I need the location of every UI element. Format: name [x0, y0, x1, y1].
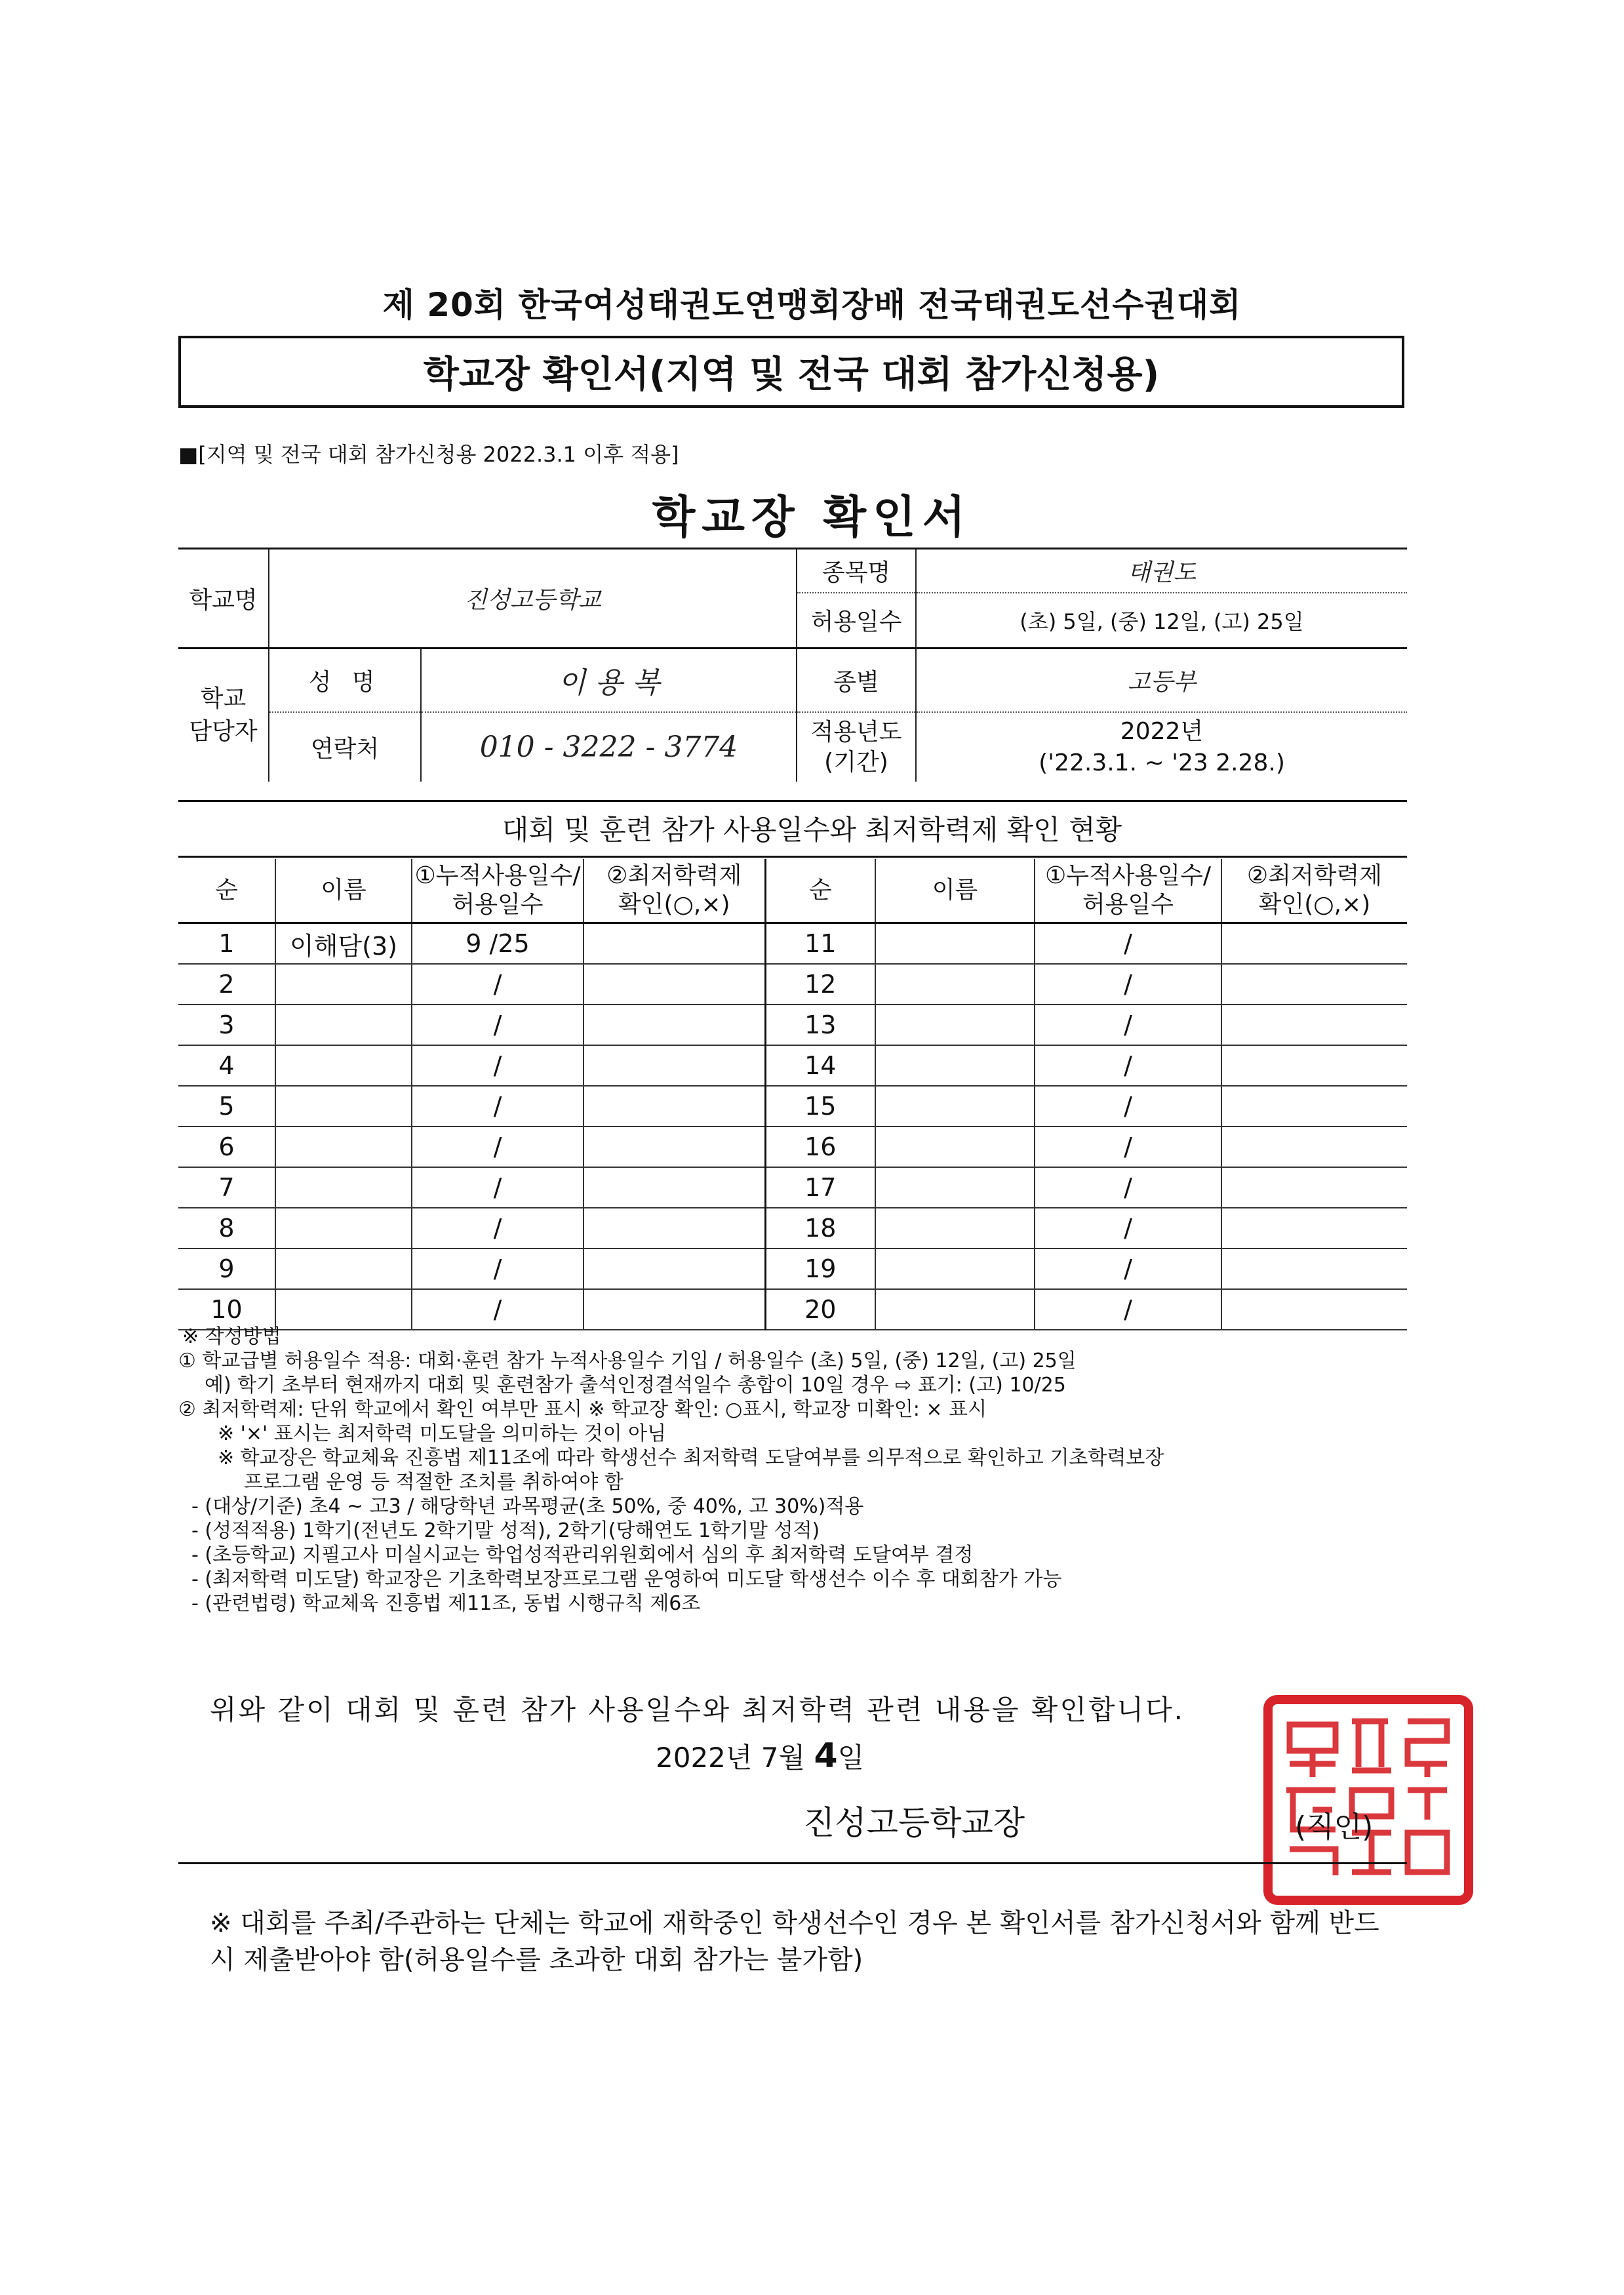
header-check-right-line1: ②최저학력제	[1246, 862, 1383, 889]
cell-days: /	[412, 1005, 584, 1045]
cell-no: 19	[765, 1248, 875, 1289]
cell-no: 12	[765, 964, 875, 1005]
year-value: 2022년	[1120, 717, 1204, 745]
cell-check	[1221, 964, 1407, 1005]
table-row	[178, 1248, 1407, 1289]
cell-check	[584, 1289, 765, 1330]
header-days-left	[412, 859, 584, 923]
cell-name	[875, 964, 1035, 1005]
cell-days: /	[1035, 1127, 1221, 1167]
cell-name	[875, 1208, 1035, 1248]
note-line: 예) 학기 초부터 현재까지 대회 및 훈련참가 출석인정결석일수 총합이 10일 경우 ⇨ 표기: (고) 10/25	[205, 1374, 1066, 1397]
note-line: ※ '×' 표시는 최저학력 미도달을 의미하는 것이 아님	[218, 1422, 667, 1445]
school-label: 학교명	[178, 549, 269, 648]
footer-line1: ※ 대회를 주최/주관하는 단체는 학교에 재학중인 학생선수인 경우 본 확인서를 참가신청서와 함께 반드	[210, 1908, 1379, 1938]
cell-days: 9 /25	[412, 923, 584, 965]
cell-no: 8	[178, 1208, 275, 1248]
cell-check	[584, 1005, 765, 1045]
header-check-left-line1: ②최저학력제	[606, 862, 742, 889]
cell-name	[275, 1167, 412, 1208]
cell-no: 2	[178, 964, 275, 1005]
date-prefix: 2022년 7월	[656, 1742, 814, 1774]
cell-no: 5	[178, 1086, 275, 1127]
status-title: 대회 및 훈련 참가 사용일수와 최저학력제 확인 현황	[502, 814, 1122, 846]
info-table	[178, 549, 1407, 782]
cell-name	[875, 1289, 1035, 1330]
year-label-line1: 적용년도	[810, 718, 902, 746]
confirmation-date	[656, 1736, 864, 1776]
cell-no: 4	[178, 1045, 275, 1086]
cell-name	[275, 1005, 412, 1045]
cell-days: /	[412, 1167, 584, 1208]
form-box-title: 학교장 확인서(지역 및 전국 대회 참가신청용)	[178, 336, 1404, 408]
date-day: 4	[814, 1736, 838, 1776]
cell-name	[275, 964, 412, 1005]
cell-no: 17	[765, 1167, 875, 1208]
cell-days: /	[412, 1045, 584, 1086]
note-line: - (성적적용) 1학기(전년도 2학기말 성적), 2학기(당해연도 1학기말 성적)	[191, 1519, 820, 1542]
header-check-left-line2: 확인(○,×)	[618, 891, 730, 918]
grid-top-rule	[178, 856, 1407, 858]
cell-check	[584, 923, 765, 965]
cell-check	[1221, 1127, 1407, 1167]
cell-days: /	[1035, 923, 1221, 965]
status-table	[178, 859, 1407, 1330]
cell-no: 20	[765, 1289, 875, 1330]
confirmation-statement: 위와 같이 대회 및 훈련 참가 사용일수와 최저학력 관련 내용을 확인합니다.	[210, 1694, 1185, 1726]
manager-label	[178, 648, 269, 782]
date-suffix: 일	[837, 1742, 865, 1774]
cell-check	[1221, 1167, 1407, 1208]
cell-days: /	[1035, 1208, 1221, 1248]
cell-no: 13	[765, 1005, 875, 1045]
header-check-right	[1221, 859, 1407, 923]
cell-check	[584, 1167, 765, 1208]
cell-days: /	[1035, 1167, 1221, 1208]
cell-check	[584, 964, 765, 1005]
cell-days: /	[412, 1289, 584, 1330]
division-value: 고등부	[916, 648, 1407, 712]
cell-name	[875, 1167, 1035, 1208]
cell-no: 14	[765, 1045, 875, 1086]
notes-heading: ※ 작성방법	[182, 1325, 281, 1348]
tournament-title: 제 20회 한국여성태권도연맹회장배 전국태권도선수권대회	[382, 286, 1242, 324]
name-value: 이 용 복	[421, 648, 797, 712]
cell-no: 10	[178, 1289, 275, 1330]
note-line: - (대상/기준) 초4 ~ 고3 / 해당학년 과목평균(초 50%, 중 40%, 고 30%)적용	[191, 1495, 864, 1518]
contact-value: 010 - 3222 - 3774	[421, 712, 797, 782]
allowed-days-value: (초) 5일, (중) 12일, (고) 25일	[916, 593, 1407, 648]
principal-name: 진성고등학교장	[803, 1804, 1025, 1842]
table-row	[178, 1045, 1407, 1086]
writing-instructions	[178, 1325, 1424, 1616]
cell-no: 6	[178, 1127, 275, 1167]
table-row	[178, 923, 1407, 965]
cell-name	[275, 1045, 412, 1086]
footer-note	[210, 1905, 1379, 1978]
manager-label-line2: 담당자	[189, 717, 258, 745]
cell-days: /	[1035, 1289, 1221, 1330]
table-row	[178, 1086, 1407, 1127]
note-line: ② 최저학력제: 단위 학교에서 확인 여부만 표시 ※ 학교장 확인: ○표시, 학교장 미확인: × 표시	[178, 1398, 987, 1421]
contact-label: 연락처	[269, 712, 421, 782]
cell-days: /	[1035, 1005, 1221, 1045]
cell-name	[275, 1289, 412, 1330]
name-label: 성 명	[269, 648, 421, 712]
table-row	[178, 964, 1407, 1005]
table-row	[178, 1289, 1407, 1330]
cell-check	[1221, 1086, 1407, 1127]
header-check-right-line2: 확인(○,×)	[1258, 891, 1371, 918]
cell-name	[875, 1045, 1035, 1086]
cell-no: 1	[178, 923, 275, 965]
form-title: 학교장 확인서	[652, 492, 972, 544]
cell-check	[584, 1086, 765, 1127]
official-seal	[1260, 1692, 1476, 1908]
cell-check	[1221, 1289, 1407, 1330]
header-days-left-line1: ①누적사용일수/	[414, 862, 581, 889]
cell-check	[584, 1208, 765, 1248]
division-label: 종별	[797, 648, 916, 712]
footer-rule	[178, 1862, 1407, 1864]
cell-days: /	[412, 1208, 584, 1248]
cell-no: 11	[765, 923, 875, 965]
header-days-right-line1: ①누적사용일수/	[1044, 862, 1212, 889]
cell-name	[875, 1127, 1035, 1167]
table-row	[178, 1208, 1407, 1248]
cell-name: 이해담(3)	[275, 923, 412, 965]
note-line: ① 학교급별 허용일수 적용: 대회·훈련 참가 누적사용일수 기입 / 허용일수 (초) 5일, (중) 12일, (고) 25일	[178, 1349, 1077, 1372]
cell-days: /	[412, 964, 584, 1005]
note-line: - (최저학력 미도달) 학교장은 기초학력보장프로그램 운영하여 미도달 학생선수 이수 후 대회참가 가능	[191, 1568, 1062, 1591]
cell-no: 9	[178, 1248, 275, 1289]
header-no-right: 순	[765, 859, 875, 923]
cell-name	[875, 1086, 1035, 1127]
school-value: 진성고등학교	[269, 549, 797, 648]
table-row	[178, 1127, 1407, 1167]
cell-days: /	[412, 1248, 584, 1289]
header-name-left: 이름	[275, 859, 412, 923]
cell-name	[875, 923, 1035, 965]
cell-name	[875, 1248, 1035, 1289]
header-days-left-line2: 허용일수	[452, 891, 544, 918]
year-period: ('22.3.1. ~ '23 2.28.)	[1039, 749, 1285, 776]
table-row	[178, 1005, 1407, 1045]
year-label	[797, 712, 916, 782]
header-name-right: 이름	[875, 859, 1035, 923]
footer-line2: 시 제출받아야 함(허용일수를 초과한 대회 참가는 불가함)	[210, 1945, 863, 1975]
cell-check	[1221, 1005, 1407, 1045]
year-value-cell	[916, 712, 1407, 782]
manager-label-line1: 학교	[200, 685, 247, 712]
sport-value: 태권도	[1127, 559, 1197, 586]
cell-days: /	[1035, 1248, 1221, 1289]
cell-name	[275, 1208, 412, 1248]
cell-no: 15	[765, 1086, 875, 1127]
cell-days: /	[1035, 1086, 1221, 1127]
cell-no: 18	[765, 1208, 875, 1248]
applicability-notice: ■[지역 및 전국 대회 참가신청용 2022.3.1 이후 적용]	[178, 442, 679, 467]
cell-check	[1221, 1248, 1407, 1289]
cell-check	[584, 1045, 765, 1086]
note-line: - (관련법령) 학교체육 진흥법 제11조, 동법 시행규칙 제6조	[191, 1592, 701, 1615]
cell-check	[584, 1127, 765, 1167]
seal-glyphs	[1286, 1721, 1447, 1875]
cell-name	[275, 1127, 412, 1167]
cell-days: /	[1035, 964, 1221, 1005]
cell-no: 3	[178, 1005, 275, 1045]
sport-label: 종목명	[797, 549, 916, 593]
table-row	[178, 1167, 1407, 1208]
header-no-left: 순	[178, 859, 275, 923]
cell-no: 7	[178, 1167, 275, 1208]
note-line: 프로그램 운영 등 적절한 조치를 취하여야 함	[244, 1471, 624, 1494]
note-line: ※ 학교장은 학교체육 진흥법 제11조에 따라 학생선수 최저학력 도달여부를 의무적으로 확인하고 기초학력보장	[218, 1447, 1164, 1469]
cell-name	[275, 1248, 412, 1289]
note-line: - (초등학교) 지필고사 미실시교는 학업성적관리위원회에서 심의 후 최저학력 도달여부 결정	[191, 1544, 974, 1567]
cell-check	[1221, 1208, 1407, 1248]
cell-days: /	[412, 1127, 584, 1167]
info-bottom-rule	[178, 800, 1407, 802]
cell-no: 16	[765, 1127, 875, 1167]
cell-days: /	[1035, 1045, 1221, 1086]
header-days-right	[1035, 859, 1221, 923]
header-days-right-line2: 허용일수	[1082, 891, 1174, 918]
cell-check	[1221, 1045, 1407, 1086]
allowed-days-label: 허용일수	[797, 593, 916, 648]
cell-check	[1221, 923, 1407, 965]
cell-days: /	[412, 1086, 584, 1127]
header-check-left	[584, 859, 765, 923]
seal-label: (직인)	[1295, 1810, 1374, 1844]
cell-name	[275, 1086, 412, 1127]
cell-name	[875, 1005, 1035, 1045]
year-label-line2: (기간)	[824, 748, 888, 776]
cell-check	[584, 1248, 765, 1289]
